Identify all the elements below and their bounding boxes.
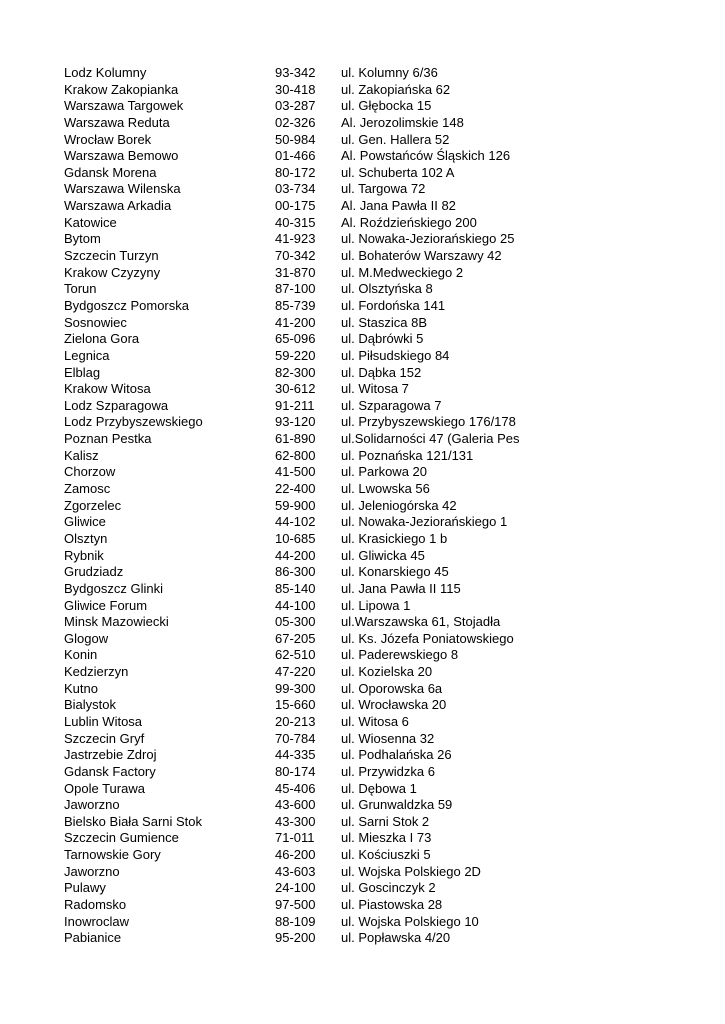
postal-code: 41-500 bbox=[275, 464, 316, 480]
street-address: ul. Konarskiego 45 bbox=[341, 564, 449, 580]
store-name: Minsk Mazowiecki bbox=[64, 614, 169, 630]
table-row bbox=[64, 148, 724, 165]
postal-code: 44-102 bbox=[275, 514, 316, 530]
store-name: Olsztyn bbox=[64, 530, 108, 546]
table-row bbox=[64, 631, 724, 648]
street-address: ul. Krasickiego 1 b bbox=[341, 530, 448, 546]
table-row bbox=[64, 514, 724, 531]
store-name: Pulawy bbox=[64, 880, 106, 896]
street-address: ul. Lipowa 1 bbox=[341, 597, 411, 613]
street-address: ul. Nowaka-Jeziorańskiego 25 bbox=[341, 231, 515, 247]
store-address-list bbox=[64, 65, 724, 947]
table-row bbox=[64, 797, 724, 814]
street-address: ul. Paderewskiego 8 bbox=[341, 647, 459, 663]
postal-code: 65-096 bbox=[275, 331, 316, 347]
table-row bbox=[64, 431, 724, 448]
street-address: ul. Wojska Polskiego 2D bbox=[341, 863, 481, 879]
table-row bbox=[64, 814, 724, 831]
table-row bbox=[64, 181, 724, 198]
street-address: ul. Targowa 72 bbox=[341, 181, 426, 197]
store-name: Kutno bbox=[64, 680, 98, 696]
table-row bbox=[64, 581, 724, 598]
street-address: ul. Wojska Polskiego 10 bbox=[341, 913, 479, 929]
store-name: Jaworzno bbox=[64, 797, 120, 813]
postal-code: 47-220 bbox=[275, 664, 316, 680]
postal-code: 31-870 bbox=[275, 264, 316, 280]
postal-code: 62-510 bbox=[275, 647, 316, 663]
store-name: Konin bbox=[64, 647, 98, 663]
table-row bbox=[64, 930, 724, 947]
street-address: ul. Gliwicka 45 bbox=[341, 547, 425, 563]
store-name: Gdansk Factory bbox=[64, 763, 156, 779]
store-name: Szczecin Turzyn bbox=[64, 248, 159, 264]
postal-code: 30-418 bbox=[275, 81, 316, 97]
table-row bbox=[64, 681, 724, 698]
store-name: Krakow Zakopianka bbox=[64, 81, 179, 97]
postal-code: 03-734 bbox=[275, 181, 316, 197]
store-name: Gdansk Morena bbox=[64, 164, 157, 180]
street-address: Al. Powstańców Śląskich 126 bbox=[341, 148, 511, 164]
street-address: ul. M.Medweckiego 2 bbox=[341, 264, 464, 280]
postal-code: 10-685 bbox=[275, 530, 316, 546]
street-address: ul. Jeleniogórska 42 bbox=[341, 497, 457, 513]
street-address: ul. Fordońska 141 bbox=[341, 297, 446, 313]
postal-code: 44-335 bbox=[275, 747, 316, 763]
postal-code: 02-326 bbox=[275, 114, 316, 130]
store-name: Bytom bbox=[64, 231, 101, 247]
postal-code: 80-174 bbox=[275, 763, 316, 779]
street-address: ul. Kozielska 20 bbox=[341, 664, 433, 680]
store-name: Szczecin Gumience bbox=[64, 830, 179, 846]
table-row bbox=[64, 98, 724, 115]
store-name: Lublin Witosa bbox=[64, 713, 143, 729]
store-name: Warszawa Wilenska bbox=[64, 181, 181, 197]
street-address: ul. Dąbka 152 bbox=[341, 364, 422, 380]
street-address: ul. Staszica 8B bbox=[341, 314, 427, 330]
store-name: Radomsko bbox=[64, 897, 127, 913]
postal-code: 43-603 bbox=[275, 863, 316, 879]
table-row bbox=[64, 248, 724, 265]
postal-code: 24-100 bbox=[275, 880, 316, 896]
store-name: Zielona Gora bbox=[64, 331, 140, 347]
store-name: Lodz Szparagowa bbox=[64, 397, 169, 413]
table-row bbox=[64, 764, 724, 781]
table-row bbox=[64, 464, 724, 481]
table-row bbox=[64, 298, 724, 315]
table-row bbox=[64, 348, 724, 365]
street-address: ul. Podhalańska 26 bbox=[341, 747, 452, 763]
store-name: Krakow Witosa bbox=[64, 381, 151, 397]
store-name: Szczecin Gryf bbox=[64, 730, 145, 746]
table-row bbox=[64, 747, 724, 764]
postal-code: 40-315 bbox=[275, 214, 316, 230]
postal-code: 62-800 bbox=[275, 447, 316, 463]
table-row bbox=[64, 864, 724, 881]
street-address: ul. Nowaka-Jeziorańskiego 1 bbox=[341, 514, 508, 530]
table-row bbox=[64, 331, 724, 348]
postal-code: 86-300 bbox=[275, 564, 316, 580]
table-row bbox=[64, 914, 724, 931]
store-name: Bialystok bbox=[64, 697, 117, 713]
store-name: Tarnowskie Gory bbox=[64, 847, 161, 863]
store-name: Wrocław Borek bbox=[64, 131, 152, 147]
postal-code: 20-213 bbox=[275, 713, 316, 729]
table-row bbox=[64, 714, 724, 731]
store-name: Kalisz bbox=[64, 447, 99, 463]
table-row bbox=[64, 132, 724, 149]
store-name: Chorzow bbox=[64, 464, 116, 480]
postal-code: 46-200 bbox=[275, 847, 316, 863]
postal-code: 22-400 bbox=[275, 481, 316, 497]
store-name: Glogow bbox=[64, 630, 109, 646]
table-row bbox=[64, 847, 724, 864]
table-row bbox=[64, 414, 724, 431]
table-row bbox=[64, 614, 724, 631]
store-name: Jaworzno bbox=[64, 863, 120, 879]
street-address: ul. Bohaterów Warszawy 42 bbox=[341, 248, 502, 264]
table-row bbox=[64, 448, 724, 465]
postal-code: 41-923 bbox=[275, 231, 316, 247]
store-name: Lodz Przybyszewskiego bbox=[64, 414, 203, 430]
street-address: ul. Wiosenna 32 bbox=[341, 730, 435, 746]
street-address: ul. Witosa 7 bbox=[341, 381, 409, 397]
postal-code: 70-784 bbox=[275, 730, 316, 746]
table-row bbox=[64, 564, 724, 581]
table-row bbox=[64, 165, 724, 182]
store-name: Elblag bbox=[64, 364, 101, 380]
postal-code: 01-466 bbox=[275, 148, 316, 164]
store-name: Jastrzebie Zdroj bbox=[64, 747, 157, 763]
postal-code: 70-342 bbox=[275, 248, 316, 264]
postal-code: 59-900 bbox=[275, 497, 316, 513]
store-name: Poznan Pestka bbox=[64, 431, 152, 447]
table-row bbox=[64, 315, 724, 332]
table-row bbox=[64, 531, 724, 548]
street-address: ul. Piastowska 28 bbox=[341, 897, 443, 913]
street-address: ul. Gen. Hallera 52 bbox=[341, 131, 450, 147]
table-row bbox=[64, 265, 724, 282]
table-row bbox=[64, 381, 724, 398]
street-address: ul. Dębowa 1 bbox=[341, 780, 417, 796]
store-name: Zgorzelec bbox=[64, 497, 122, 513]
street-address: ul. Lwowska 56 bbox=[341, 481, 430, 497]
store-name: Gliwice Forum bbox=[64, 597, 148, 613]
street-address: ul. Popławska 4/20 bbox=[341, 930, 451, 946]
table-row bbox=[64, 731, 724, 748]
street-address: ul. Głębocka 15 bbox=[341, 98, 432, 114]
street-address: ul. Sarni Stok 2 bbox=[341, 813, 430, 829]
store-name: Warszawa Arkadia bbox=[64, 198, 172, 214]
street-address: ul. Witosa 6 bbox=[341, 713, 409, 729]
street-address: ul. Szparagowa 7 bbox=[341, 397, 442, 413]
postal-code: 43-300 bbox=[275, 813, 316, 829]
street-address: ul. Jana Pawła II 115 bbox=[341, 580, 461, 596]
postal-code: 97-500 bbox=[275, 897, 316, 913]
postal-code: 05-300 bbox=[275, 614, 316, 630]
street-address: ul. Grunwaldzka 59 bbox=[341, 797, 453, 813]
table-row bbox=[64, 65, 724, 82]
table-row bbox=[64, 647, 724, 664]
store-name: Sosnowiec bbox=[64, 314, 127, 330]
postal-code: 41-200 bbox=[275, 314, 316, 330]
street-address: Al. Jana Pawła II 82 bbox=[341, 198, 456, 214]
street-address: ul. Poznańska 121/131 bbox=[341, 447, 474, 463]
store-name: Gliwice bbox=[64, 514, 106, 530]
table-row bbox=[64, 664, 724, 681]
postal-code: 88-109 bbox=[275, 913, 316, 929]
street-address: ul. Goscinczyk 2 bbox=[341, 880, 436, 896]
postal-code: 85-739 bbox=[275, 297, 316, 313]
postal-code: 30-612 bbox=[275, 381, 316, 397]
table-row bbox=[64, 215, 724, 232]
store-name: Torun bbox=[64, 281, 97, 297]
table-row bbox=[64, 281, 724, 298]
street-address: ul. Przybyszewskiego 176/178 bbox=[341, 414, 516, 430]
table-row bbox=[64, 697, 724, 714]
street-address: Al. Roździeńskiego 200 bbox=[341, 214, 477, 230]
postal-code: 93-342 bbox=[275, 65, 316, 80]
store-name: Warszawa Bemowo bbox=[64, 148, 179, 164]
postal-code: 44-200 bbox=[275, 547, 316, 563]
postal-code: 45-406 bbox=[275, 780, 316, 796]
store-name: Krakow Czyzyny bbox=[64, 264, 161, 280]
street-address: ul. Kościuszki 5 bbox=[341, 847, 431, 863]
street-address: ul. Mieszka I 73 bbox=[341, 830, 432, 846]
store-name: Lodz Kolumny bbox=[64, 65, 147, 80]
postal-code: 91-211 bbox=[275, 397, 315, 413]
street-address: ul. Wrocławska 20 bbox=[341, 697, 447, 713]
table-row bbox=[64, 365, 724, 382]
store-name: Zamosc bbox=[64, 481, 111, 497]
store-name: Pabianice bbox=[64, 930, 122, 946]
postal-code: 03-287 bbox=[275, 98, 316, 114]
street-address: ul.Warszawska 61, Stojadła bbox=[341, 614, 501, 630]
postal-code: 50-984 bbox=[275, 131, 316, 147]
postal-code: 44-100 bbox=[275, 597, 316, 613]
table-row bbox=[64, 897, 724, 914]
table-row bbox=[64, 598, 724, 615]
postal-code: 80-172 bbox=[275, 164, 316, 180]
store-name: Rybnik bbox=[64, 547, 104, 563]
postal-code: 99-300 bbox=[275, 680, 316, 696]
store-name: Opole Turawa bbox=[64, 780, 145, 796]
postal-code: 95-200 bbox=[275, 930, 316, 946]
postal-code: 43-600 bbox=[275, 797, 316, 813]
street-address: ul. Olsztyńska 8 bbox=[341, 281, 433, 297]
table-row bbox=[64, 498, 724, 515]
store-name: Legnica bbox=[64, 347, 110, 363]
street-address: ul. Oporowska 6a bbox=[341, 680, 443, 696]
store-name: Bielsko Biała Sarni Stok bbox=[64, 813, 203, 829]
table-row bbox=[64, 548, 724, 565]
street-address: ul. Kolumny 6/36 bbox=[341, 65, 438, 80]
postal-code: 61-890 bbox=[275, 431, 316, 447]
table-row bbox=[64, 115, 724, 132]
store-name: Warszawa Targowek bbox=[64, 98, 184, 114]
table-row bbox=[64, 82, 724, 99]
table-row bbox=[64, 231, 724, 248]
postal-code: 59-220 bbox=[275, 347, 316, 363]
store-name: Inowroclaw bbox=[64, 913, 130, 929]
table-row bbox=[64, 198, 724, 215]
table-row bbox=[64, 830, 724, 847]
store-name: Kedzierzyn bbox=[64, 664, 129, 680]
street-address: ul. Zakopiańska 62 bbox=[341, 81, 451, 97]
store-name: Grudziadz bbox=[64, 564, 124, 580]
postal-code: 67-205 bbox=[275, 630, 316, 646]
postal-code: 00-175 bbox=[275, 198, 316, 214]
street-address: ul. Schuberta 102 A bbox=[341, 164, 455, 180]
street-address: ul.Solidarności 47 (Galeria Pes bbox=[341, 431, 520, 447]
table-row bbox=[64, 398, 724, 415]
street-address: ul. Przywidzka 6 bbox=[341, 763, 435, 779]
store-name: Warszawa Reduta bbox=[64, 114, 170, 130]
store-name: Bydgoszcz Glinki bbox=[64, 580, 163, 596]
store-name: Bydgoszcz Pomorska bbox=[64, 297, 189, 313]
postal-code: 87-100 bbox=[275, 281, 316, 297]
street-address: ul. Piłsudskiego 84 bbox=[341, 347, 450, 363]
postal-code: 71-011 bbox=[275, 830, 315, 846]
street-address: Al. Jerozolimskie 148 bbox=[341, 114, 464, 130]
store-name: Katowice bbox=[64, 214, 117, 230]
table-row bbox=[64, 481, 724, 498]
postal-code: 82-300 bbox=[275, 364, 316, 380]
street-address: ul. Parkowa 20 bbox=[341, 464, 427, 480]
postal-code: 85-140 bbox=[275, 580, 316, 596]
table-row bbox=[64, 781, 724, 798]
table-row bbox=[64, 880, 724, 897]
postal-code: 93-120 bbox=[275, 414, 316, 430]
postal-code: 15-660 bbox=[275, 697, 316, 713]
street-address: ul. Ks. Józefa Poniatowskiego bbox=[341, 630, 514, 646]
street-address: ul. Dąbrówki 5 bbox=[341, 331, 424, 347]
